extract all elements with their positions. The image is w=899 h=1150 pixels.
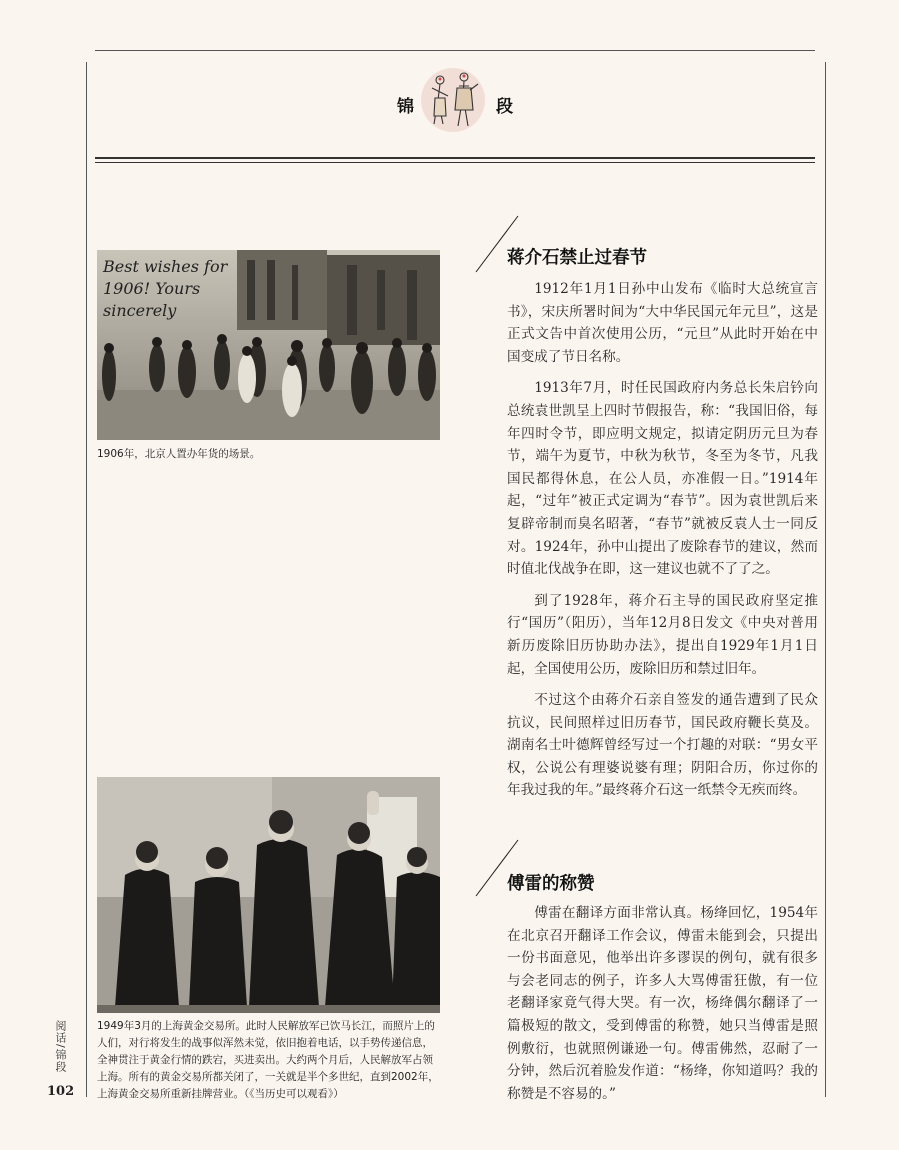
- header-char-right: 段: [496, 97, 515, 117]
- left-vertical-rule: [86, 62, 87, 1097]
- header-char-left: 锦: [397, 97, 416, 117]
- article1-title: 蒋介石禁止过春节: [507, 248, 647, 268]
- article1-paragraph: 到了1928年，蒋介石主导的国民政府坚定推行“国历”（阳历），当年12月8日发文《中央对普用新历废除旧历协助办法》，提出自1929年1月1日起，全国使用公历，废除旧历和禁过旧年。: [507, 592, 818, 677]
- right-vertical-rule: [825, 62, 826, 1097]
- photo1-handwriting: Best wishes for 1906! Yours sincerely: [103, 257, 228, 320]
- photo-1906-beijing-market: [97, 250, 440, 440]
- photo1-caption: 1906年，北京人置办年货的场景。: [97, 448, 261, 460]
- header-double-rule-top: [95, 157, 815, 159]
- article1-body: [507, 278, 818, 811]
- article2-paragraph: 傅雷在翻译方面非常认真。杨绛回忆，1954年在北京召开翻译工作会议，傅雷未能到会，只提出一份书面意见，他举出许多谬误的例句，就有很多与会老同志的例子，许多人大骂傅雷狂傲，有一位老翻译家竟气得大哭。有一次，杨绛偶尔翻译了一篇极短的散文，受到傅雷的称赞，她只当傅雷是照例敷衍，也就照例谦逊一句。傅雷佛然，忍耐了一分钟，然后沉着脸发作道：“杨绛，你知道吗？我的称赞是不容易的。”: [507, 905, 818, 1102]
- article2-body: [507, 902, 818, 1114]
- photo2-caption: 1949年3月的上海黄金交易所。此时人民解放军已饮马长江，而照片上的人们，对行将发生的战事似浑然未觉，依旧抱着电话，以手势传递信息，全神贯注于黄金行情的跌宕，买进卖出。大约两个月后，人民解放军占领上海。所有的黄金交易所都关闭了，一关就是半个多世纪，直到2002年，上海黄金交易所重新挂牌营业。（《当历史可以观看》）: [97, 1020, 439, 1100]
- photo-1949-shanghai-gold-exchange: [97, 777, 440, 1013]
- top-rule: [95, 50, 815, 51]
- header-figures-illustration: [418, 66, 488, 132]
- article1-paragraph: 不过这个由蒋介石亲自签发的通告遭到了民众抗议，民间照样过旧历春节，国民政府鞭长莫及。湖南名士叶德辉曾经写过一个打趣的对联：“男女平权，公说公有理婆说婆有理；阴阳合历，你过你的年我过我的年。”最终蒋介石这一纸禁令无疾而终。: [507, 692, 818, 799]
- sidebar-section-label: 阅话/锦段: [54, 1020, 67, 1073]
- article2-title: 傅雷的称赞: [507, 874, 595, 894]
- page-number: 102: [47, 1084, 75, 1099]
- article1-paragraph: 1912年1月1日孙中山发布《临时大总统宣言书》，宋庆所署时间为“大中华民国元年元旦”，这是正式文告中首次使用公历，“元旦”从此时开始在中国变成了节日名称。: [507, 281, 818, 365]
- header-double-rule-bottom: [95, 162, 815, 163]
- article1-paragraph: 1913年7月，时任民国政府内务总长朱启钤向总统袁世凯呈上四时节假报告，称：“我国旧俗，每年四时令节，即应明文规定，拟请定阴历元旦为春节，端午为夏节，中秋为秋节，冬至为冬节，凡我国民都得休息，在公人员，亦准假一日。”1914年起，“过年”被正式定调为“春节”。因为袁世凯后来复辟帝制而臭名昭著，“春节”就被反袁人士一同反对。1924年，孙中山提出了废除春节的建议，然而时值北伐战争在即，这一建议也就不了了之。: [507, 380, 818, 578]
